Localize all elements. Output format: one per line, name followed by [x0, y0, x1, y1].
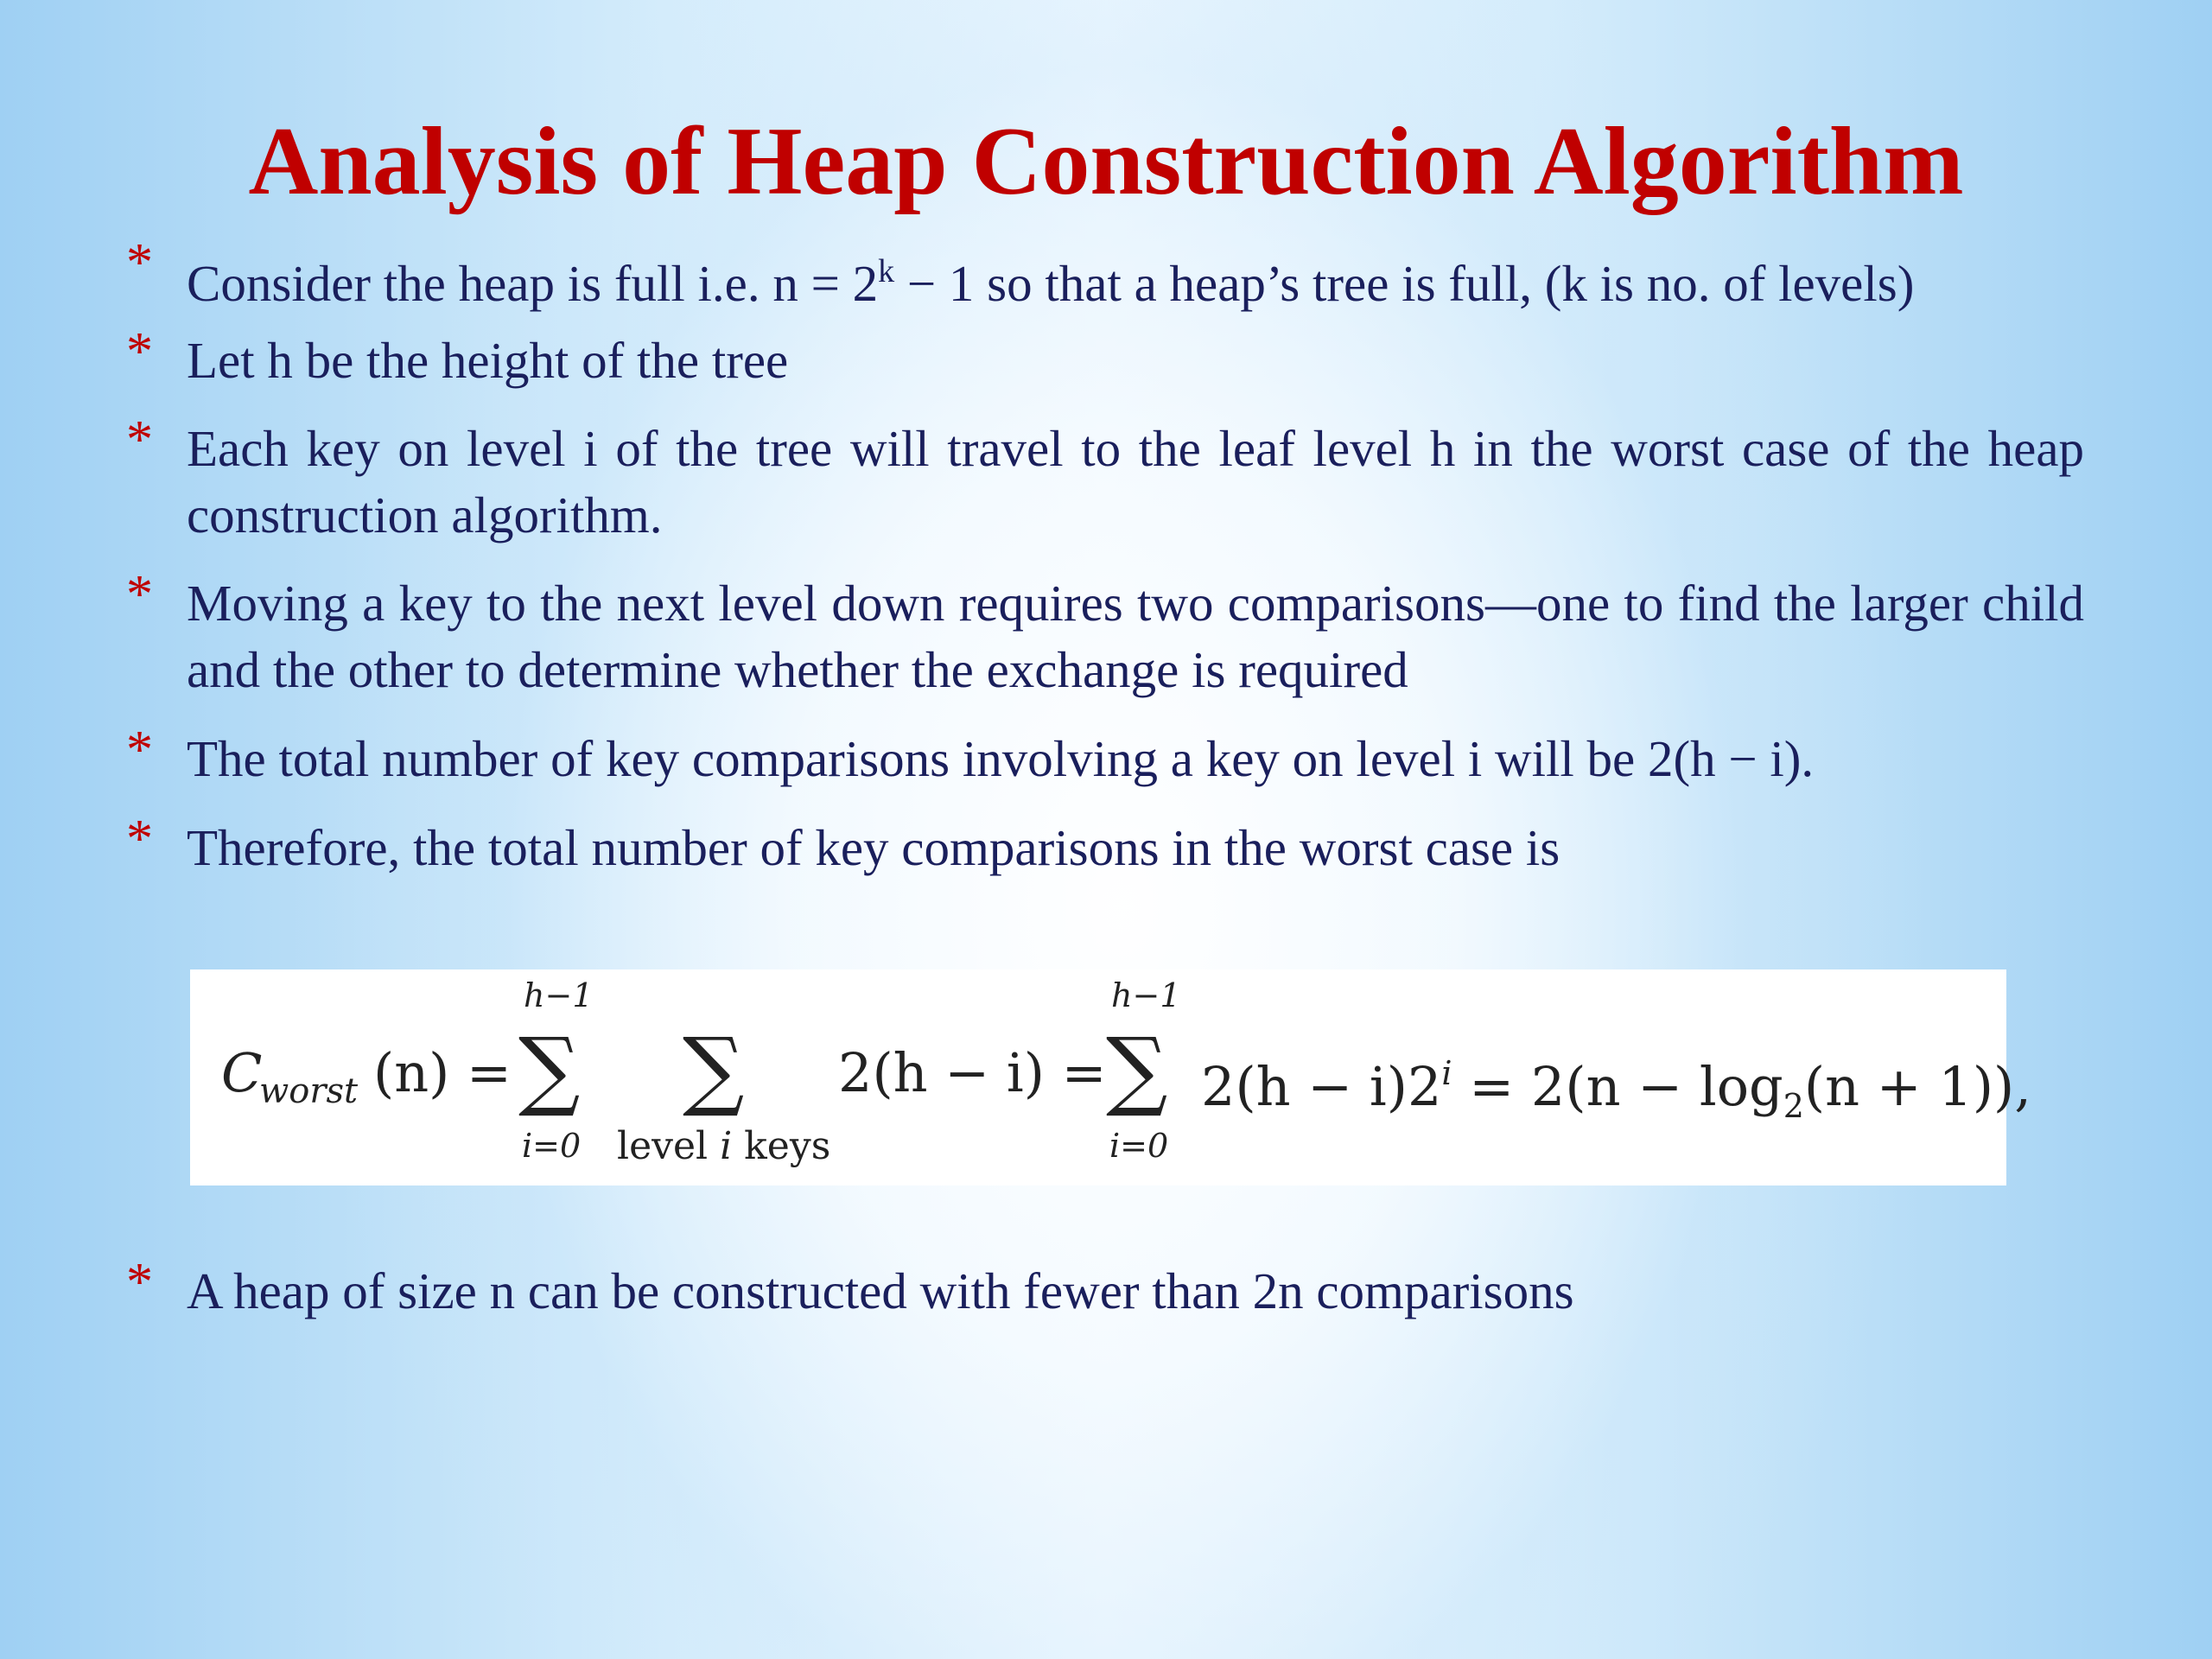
bullet-text: The total number of key comparisons involving a key on level i will be 2(h − i). [187, 730, 1815, 787]
term3-pre: = 2(n − log [1452, 1055, 1783, 1118]
term3-subscript: 2 [1783, 1087, 1804, 1125]
asterisk-bullet-icon: * [126, 233, 153, 292]
formula-term2 [1201, 1043, 2031, 1136]
asterisk-bullet-icon: * [126, 410, 153, 469]
sum2-lower-part: level [617, 1124, 721, 1168]
sum3-upper-limit: h−1 [1111, 976, 1181, 1014]
asterisk-bullet-icon: * [126, 1253, 153, 1312]
bullet-text: Moving a key to the next level down requires two comparisons—one to find the larger child and the other to determine whether the exchange is required [187, 575, 2084, 698]
term2-superscript: i [1441, 1054, 1452, 1092]
asterisk-bullet-icon: * [126, 810, 153, 868]
bullet-superscript: k [878, 253, 895, 289]
bullet-text: Each key on level i of the tree will travel to the leaf level h in the worst case of the heap construction algorithm. [187, 420, 2084, 543]
bullet-text [187, 238, 2084, 317]
formula-term1: 2(h − i) = [838, 1041, 1107, 1104]
formula-image [190, 969, 2031, 1185]
bullet-text-part: Consider the heap is full i.e. n = 2 [187, 255, 879, 312]
term3-post: (n + 1)), [1803, 1055, 2031, 1118]
sum2-sigma: ∑ [683, 1019, 745, 1120]
slide-title: Analysis of Heap Construction Algorithm [248, 108, 1964, 215]
sum3-lower-limit: i=0 [1109, 1127, 1169, 1165]
bullet-text: A heap of size n can be constructed with fewer than 2n comparisons [187, 1262, 1574, 1319]
asterisk-bullet-icon: * [126, 565, 153, 624]
asterisk-bullet-icon: * [126, 322, 153, 381]
formula-c: C [221, 1041, 263, 1104]
sum3-sigma: ∑ [1106, 1019, 1168, 1120]
sum1-lower-limit: i=0 [522, 1127, 582, 1165]
formula-worst-subscript: worst [259, 1071, 359, 1111]
sum2-lower-i: i [720, 1124, 733, 1168]
sum1-sigma: ∑ [518, 1019, 581, 1120]
sum2-lower-limit [617, 1125, 830, 1168]
bullet-text: Therefore, the total number of key comparisons in the worst case is [187, 819, 1560, 876]
formula-args: (n) = [373, 1041, 512, 1104]
bullet-text-part: − 1 so that a heap’s tree is full, (k is no. of levels) [894, 255, 1915, 312]
asterisk-bullet-icon: * [126, 721, 153, 779]
bullet-text: Let h be the height of the tree [187, 332, 789, 389]
sum2-lower-part: keys [732, 1124, 831, 1168]
term2-base: 2(h − i)2 [1201, 1055, 1442, 1118]
sum1-upper-limit: h−1 [524, 976, 594, 1014]
